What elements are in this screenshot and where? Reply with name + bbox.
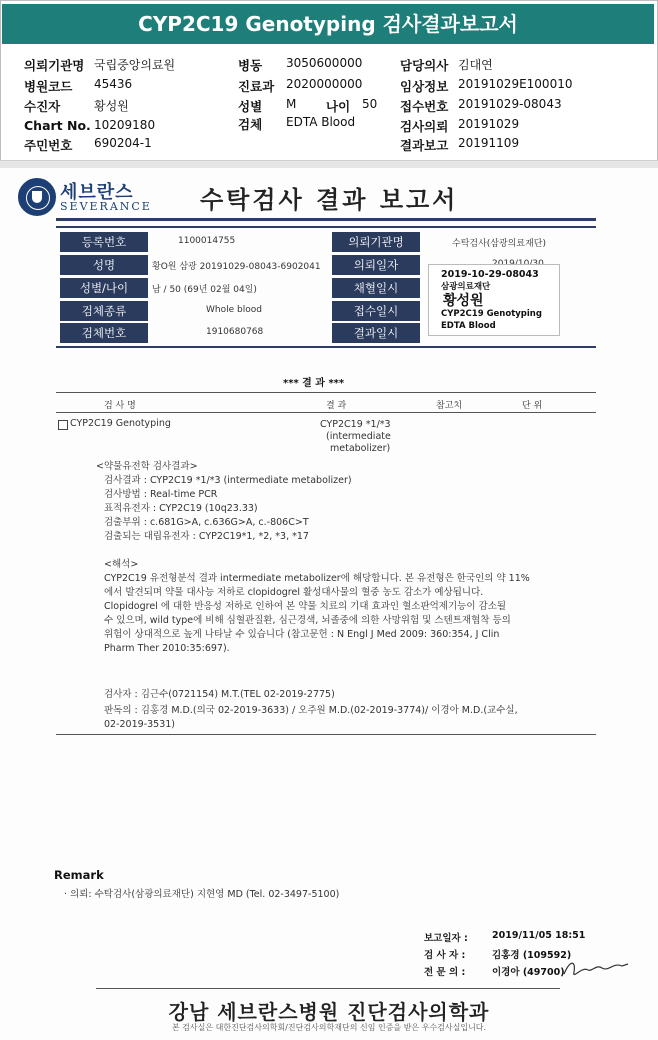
reviewer-line-2: 02-2019-3531): [104, 719, 176, 730]
requesting-institution-label: 의뢰기관명: [24, 58, 85, 73]
report-title: CYP2C19 Genotyping 검사결과보고서: [138, 12, 518, 36]
chart-no-value: 10209180: [94, 118, 156, 132]
sticker-test: CYP2C19 Genotyping: [441, 309, 542, 319]
column-result: 결 과: [326, 401, 347, 411]
results-heading: *** 결 과 ***: [283, 378, 345, 389]
interpretation-line-4: 수 있으며, wild type에 비해 심혈관질환, 심근경색, 뇌졸중에 의한 사망위험 및 스텐트재협착 등의: [104, 615, 511, 626]
sex-age-value: 남 / 50 (69년 02월 04일): [152, 285, 257, 295]
specialist-label: 전 문 의 :: [424, 967, 466, 978]
brand-korean: 세브란스: [60, 182, 134, 203]
pharmaco-method: 검사방법 : Real-time PCR: [104, 489, 218, 500]
age-label: 나이: [326, 99, 351, 114]
test-name-cell: CYP2C19 Genotyping: [70, 418, 171, 429]
sticker-patient: 황성원: [443, 293, 484, 309]
sticker-receipt-no: 2019-10-29-08043: [441, 269, 539, 280]
request-date-value: 20191029: [458, 117, 520, 131]
examiner-label: 검 사 자 :: [424, 950, 466, 961]
receipt-no-label: 접수번호: [400, 99, 449, 114]
column-header-bottom-rule: [56, 412, 596, 413]
specimen-type-label: 검체종류: [60, 301, 148, 321]
reg-no-value: 1100014755: [178, 236, 236, 246]
collection-label: 채혈일시: [332, 278, 420, 298]
receipt-no-value: 20191029-08043: [458, 97, 562, 111]
report-date-label: 보고일자 :: [424, 933, 468, 944]
name-value: 황O원 삼광 20191029-08043-6902041: [152, 262, 321, 272]
requesting-institution-value: 국립중앙의료원: [94, 58, 176, 72]
column-reference: 참고치: [436, 401, 463, 411]
accreditation-footnote: 본 검사실은 대한진단검사의학회/진단검사의학재단의 신임 인증을 받은 우수검사실입니다.: [171, 1023, 487, 1032]
request-date-label: 검사의뢰: [400, 119, 449, 134]
report-title-bar: [2, 4, 654, 44]
examiner-line: 검사자 : 김근수(0721154) M.T.(TEL 02-2019-2775): [104, 689, 335, 700]
patient-value: 황성원: [94, 99, 129, 113]
specimen-type-value: Whole blood: [206, 305, 262, 315]
receipt-time-label: 접수일시: [332, 301, 420, 321]
reviewer-line-1: 판독의 : 김홍경 M.D.(의국 02-2019-3633) / 오주원 M.D.(02-2019-3774)/ 이경아 M.D.(교수실,: [104, 705, 518, 716]
result-line-2: (intermediate: [326, 431, 391, 442]
patient-info-block: [0, 50, 658, 156]
results-bottom-rule: [56, 734, 596, 735]
result-line-3: metabolizer): [330, 443, 391, 454]
result-report-label: 결과보고: [400, 138, 449, 153]
interpretation-line-6: Pharm Ther 2010:35:697).: [104, 643, 230, 654]
pharmaco-result: 검사결과 : CYP2C19 *1/*3 (intermediate metabolizer): [104, 475, 352, 486]
interpretation-line-5: 위험이 상대적으로 높게 나타날 수 있습니다 (참고문헌 : N Engl J Med 2009: 360:354, J Clin: [104, 629, 500, 640]
severance-logo-icon: [18, 178, 56, 216]
specimen-label-sticker: [428, 264, 560, 336]
specimen-no-label: 검체번호: [60, 323, 148, 343]
clinical-info-label: 임상정보: [400, 79, 449, 94]
age-value: 50: [362, 97, 378, 111]
examiner-value: 김홍경 (109592): [492, 950, 572, 961]
specialist-value: 이경아 (49700): [492, 967, 565, 978]
signature-icon: [560, 956, 632, 982]
hospital-rule: [96, 988, 560, 989]
doctor-value: 김대연: [458, 58, 493, 72]
clinical-info-value: 20191029E100010: [458, 77, 573, 91]
interpretation-line-1: CYP2C19 유전형분석 결과 intermediate metabolizer에 해당합니다. 본 유전형은 한국인의 약 11%: [104, 573, 530, 584]
doctor-label: 담당의사: [400, 58, 449, 73]
pharmaco-heading: <약물유전학 검사결과>: [96, 461, 198, 472]
sex-label: 성별: [238, 99, 263, 114]
result-line-1: CYP2C19 *1/*3: [320, 419, 391, 430]
brand-english: SEVERANCE: [60, 200, 152, 213]
heading-rule: [56, 218, 596, 221]
specimen-no-value: 1910680768: [206, 327, 264, 337]
result-time-label: 결과일시: [332, 323, 420, 343]
checkbox-icon: [58, 420, 68, 430]
remark-item: · 의뢰: 수탁검사(삼광의료재단) 지현영 MD (Tel. 02-3497-5100): [64, 889, 340, 900]
sticker-lab: 삼광의료재단: [441, 282, 491, 292]
hospital-code-value: 45436: [94, 77, 133, 91]
column-unit: 단 위: [522, 401, 543, 411]
resident-no-value: 690204-1: [94, 136, 152, 150]
interpretation-line-2: 에서 발견되며 약물 대사능 저하로 clopidogrel 활성대사물의 혈중 농도 감소가 예상됩니다.: [104, 587, 484, 598]
pharmaco-region: 검출부위 : c.681G>A, c.636G>A, c.-806C>T: [104, 517, 309, 528]
hospital-name: 강남 세브란스병원 진단검사의학과: [168, 1000, 490, 1024]
department-label: 진료과: [238, 79, 275, 94]
report-date-value: 2019/11/05 18:51: [492, 930, 586, 941]
pharmaco-alleles: 검출되는 대립유전자 : CYP2C19*1, *2, *3, *17: [104, 531, 309, 542]
institution-value: 수탁검사(삼광의료재단): [452, 239, 546, 249]
specimen-value: EDTA Blood: [286, 115, 356, 129]
chart-no-label: Chart No.: [24, 118, 91, 133]
hospital-code-label: 병원코드: [24, 79, 73, 94]
reg-no-label: 등록번호: [60, 232, 148, 252]
remark-title: Remark: [54, 868, 104, 882]
resident-no-label: 주민번호: [24, 138, 73, 153]
department-value: 2020000000: [286, 77, 363, 91]
sex-age-label: 성별/나이: [60, 278, 148, 298]
ward-label: 병동: [238, 58, 263, 73]
pharmaco-gene: 표적유전자 : CYP2C19 (10q23.33): [104, 503, 258, 514]
sticker-specimen: EDTA Blood: [441, 321, 496, 331]
specimen-label: 검체: [238, 117, 263, 132]
interpretation-heading: <해석>: [104, 559, 139, 570]
patient-label: 수진자: [24, 99, 61, 114]
institution-label: 의뢰기관명: [332, 232, 420, 252]
interpretation-line-3: Clopidogrel 에 대한 반응성 저하로 인하여 본 약물 치료의 기대 효과인 혈소판억제기능이 감소될: [104, 601, 507, 612]
request-date-label-2: 의뢰일자: [332, 255, 420, 275]
column-test-name: 검 사 명: [104, 401, 136, 411]
report-heading: 수탁검사 결과 보고서: [200, 186, 459, 214]
scanned-report: [0, 168, 658, 1040]
result-report-value: 20191109: [458, 136, 520, 150]
column-header-top-rule: [56, 392, 596, 393]
ward-value: 3050600000: [286, 56, 363, 70]
sex-value: M: [286, 97, 297, 111]
name-label: 성명: [60, 255, 148, 275]
